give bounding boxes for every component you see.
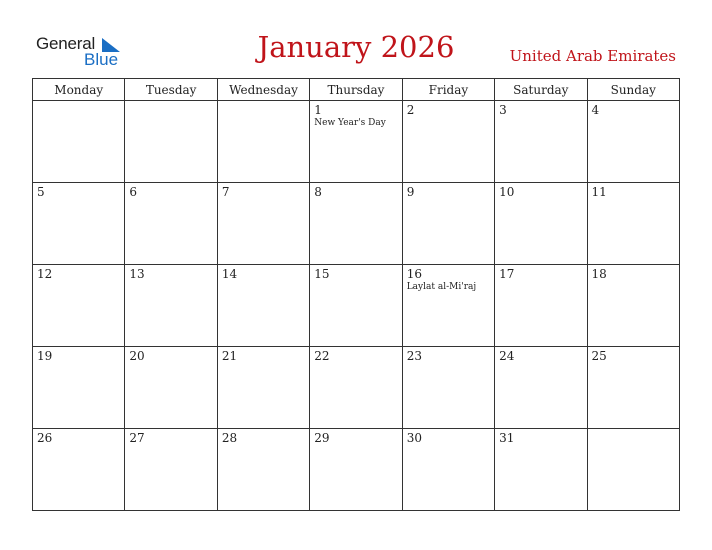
day-number: 28 <box>221 431 238 445</box>
week-row <box>33 429 680 511</box>
weekday-header: Thursday <box>310 79 402 101</box>
weekday-header: Wednesday <box>217 79 309 101</box>
day-number: 16 <box>406 267 422 281</box>
day-number: 10 <box>499 185 515 199</box>
day-cell <box>310 347 402 429</box>
day-number: 1 <box>314 103 322 117</box>
day-cell <box>402 347 494 429</box>
calendar-grid <box>32 78 680 511</box>
day-number: 8 <box>314 185 322 199</box>
calendar-body <box>33 101 680 511</box>
weekday-header: Monday <box>33 79 125 101</box>
week-row <box>33 265 680 347</box>
day-number: 30 <box>406 431 422 445</box>
day-cell <box>402 183 494 265</box>
day-number: 12 <box>37 267 53 281</box>
day-number: 29 <box>314 431 330 445</box>
logo-text-general: General <box>36 34 96 53</box>
logo-text-blue: Blue <box>84 50 119 69</box>
day-cell <box>217 265 309 347</box>
day-cell <box>402 101 494 183</box>
day-cell <box>33 265 125 347</box>
day-cell <box>495 101 587 183</box>
day-number: 13 <box>129 267 145 281</box>
day-number: 25 <box>591 349 607 363</box>
day-number: 17 <box>499 267 515 281</box>
day-cell <box>495 347 587 429</box>
day-cell <box>33 429 125 511</box>
day-cell <box>495 429 587 511</box>
day-cell <box>495 265 587 347</box>
day-cell <box>402 265 494 347</box>
day-cell <box>217 429 309 511</box>
holiday-label: New Year's Day <box>314 118 386 128</box>
day-number: 7 <box>221 185 230 199</box>
day-number: 27 <box>129 431 145 445</box>
day-number: 6 <box>129 185 138 199</box>
day-cell <box>587 429 679 511</box>
day-cell <box>587 265 679 347</box>
day-number: 4 <box>591 103 600 117</box>
day-cell <box>495 183 587 265</box>
day-number: 20 <box>129 349 145 363</box>
day-number: 31 <box>499 431 515 445</box>
day-cell <box>33 183 125 265</box>
day-number: 9 <box>406 185 415 199</box>
weekday-header: Tuesday <box>125 79 217 101</box>
day-number: 18 <box>591 267 607 281</box>
day-cell <box>33 347 125 429</box>
day-number: 2 <box>406 103 415 117</box>
day-cell <box>125 429 217 511</box>
day-number: 3 <box>499 103 507 117</box>
day-cell <box>217 183 309 265</box>
day-number: 19 <box>37 349 53 363</box>
weekday-header: Saturday <box>495 79 587 101</box>
day-number: 24 <box>499 349 515 363</box>
calendar-title: January 2026 <box>257 30 455 64</box>
week-row <box>33 101 680 183</box>
day-number: 11 <box>591 185 607 199</box>
day-number: 23 <box>406 349 422 363</box>
day-cell <box>310 429 402 511</box>
weekday-header: Sunday <box>587 79 679 101</box>
day-number: 5 <box>37 185 45 199</box>
day-cell <box>217 101 309 183</box>
day-cell <box>125 265 217 347</box>
day-cell <box>125 183 217 265</box>
holiday-label: Laylat al-Mi'raj <box>406 282 477 292</box>
weekday-header-row <box>33 79 680 101</box>
day-cell <box>310 265 402 347</box>
day-cell <box>587 101 679 183</box>
day-number: 14 <box>221 267 238 281</box>
day-cell <box>402 429 494 511</box>
country-label: United Arab Emirates <box>509 47 676 65</box>
day-cell <box>125 101 217 183</box>
day-cell <box>310 101 402 183</box>
day-cell <box>217 347 309 429</box>
day-number: 15 <box>314 267 330 281</box>
day-cell <box>587 183 679 265</box>
day-number: 21 <box>221 349 238 363</box>
day-number: 22 <box>314 349 330 363</box>
weekday-header: Friday <box>402 79 494 101</box>
day-cell <box>125 347 217 429</box>
week-row <box>33 347 680 429</box>
day-cell <box>587 347 679 429</box>
week-row <box>33 183 680 265</box>
day-cell <box>310 183 402 265</box>
day-cell <box>33 101 125 183</box>
day-number: 26 <box>37 431 53 445</box>
